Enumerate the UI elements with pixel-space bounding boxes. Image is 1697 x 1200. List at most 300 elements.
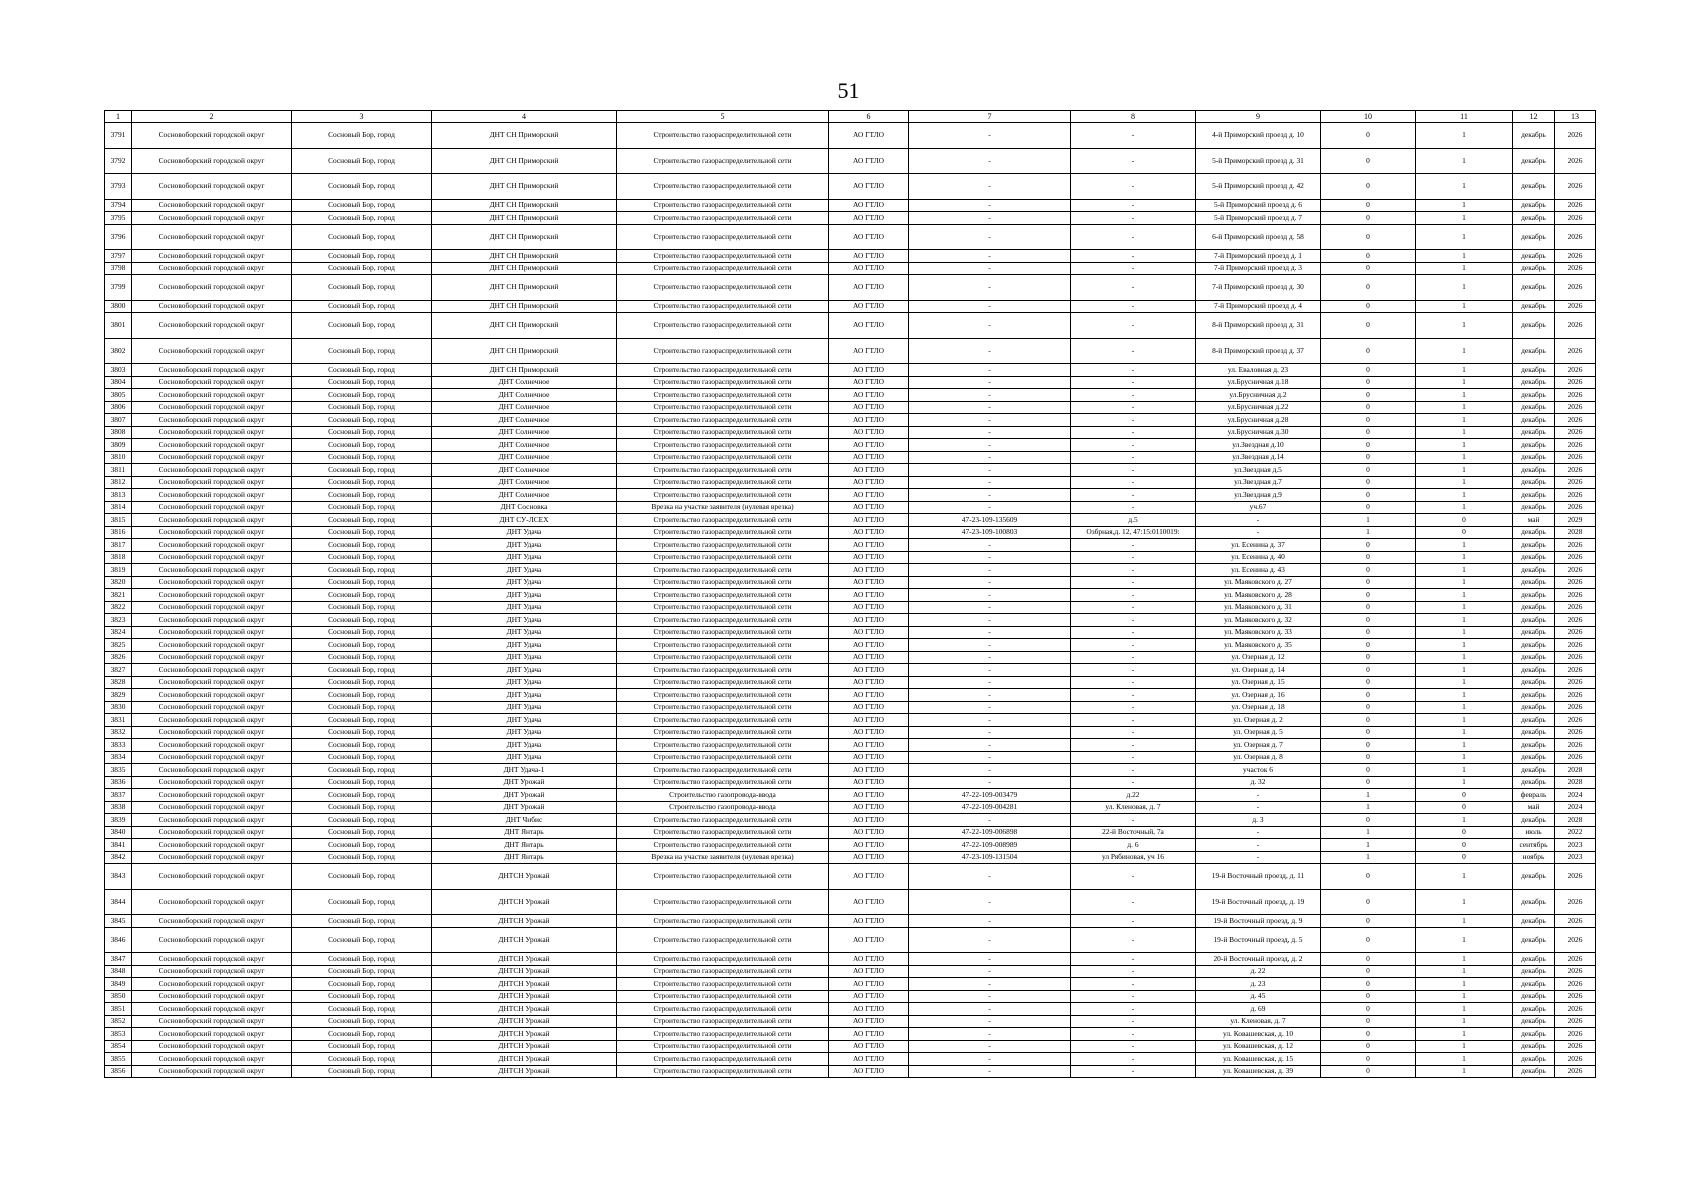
table-cell: - (1196, 514, 1321, 527)
table-cell: 2024 (1555, 801, 1596, 814)
table-cell: 2026 (1555, 389, 1596, 402)
table-cell: 2026 (1555, 915, 1596, 928)
table-cell: Сосновоборский городской округ (132, 639, 292, 652)
table-cell: ДНТСН Урожай (432, 1065, 617, 1078)
table-cell: 1 (1416, 990, 1513, 1003)
table-cell: 2026 (1555, 626, 1596, 639)
table-cell: Строительство газопровода-ввода (617, 789, 829, 802)
table-cell: 0 (1321, 148, 1416, 174)
table-cell: декабрь (1513, 414, 1555, 427)
table-cell: АО ГТЛО (829, 915, 909, 928)
table-cell: - (1071, 426, 1196, 439)
table-cell: декабрь (1513, 739, 1555, 752)
table-cell: 3822 (105, 601, 132, 614)
table-row (105, 1028, 1596, 1041)
table-cell: 2026 (1555, 1053, 1596, 1066)
table-cell: АО ГТЛО (829, 364, 909, 377)
table-cell: ДНТ Удача (432, 539, 617, 552)
table-cell: 2026 (1555, 990, 1596, 1003)
table-cell: Строительство газораспределительной сети (617, 814, 829, 827)
table-cell: 2026 (1555, 889, 1596, 915)
table-cell: 1 (1416, 199, 1513, 212)
table-cell: 5-й Приморский проезд д. 6 (1196, 199, 1321, 212)
table-cell: - (1071, 915, 1196, 928)
table-cell: ул. Маяковского д. 32 (1196, 614, 1321, 627)
table-cell: 1 (1416, 626, 1513, 639)
table-cell: 0 (1321, 464, 1416, 477)
table-cell: 2026 (1555, 464, 1596, 477)
table-cell: АО ГТЛО (829, 776, 909, 789)
table-cell: 1 (1416, 965, 1513, 978)
table-cell: ДНТ Солнечное (432, 439, 617, 452)
table-cell: 1 (1416, 262, 1513, 275)
table-cell: ул. Ковашевская, д. 12 (1196, 1040, 1321, 1053)
table-cell: 0 (1321, 776, 1416, 789)
table-cell: 47-22-109-006898 (909, 826, 1071, 839)
table-cell: ул. Маяковского д. 31 (1196, 601, 1321, 614)
table-cell: Сосновоборский городской округ (132, 439, 292, 452)
table-cell: 0 (1321, 250, 1416, 263)
table-cell: 3846 (105, 927, 132, 953)
table-row (105, 651, 1596, 664)
table-cell: Сосновоборский городской округ (132, 262, 292, 275)
table-cell: 2026 (1555, 148, 1596, 174)
table-cell: Строительство газораспределительной сети (617, 439, 829, 452)
table-cell: АО ГТЛО (829, 990, 909, 1003)
table-cell: май (1513, 801, 1555, 814)
table-cell: - (909, 889, 1071, 915)
table-cell: ул. Озерная д. 12 (1196, 651, 1321, 664)
table-cell: Сосновый Бор, город (292, 250, 432, 263)
table-cell: 1 (1416, 714, 1513, 727)
table-row (105, 224, 1596, 250)
table-cell: 1 (1416, 123, 1513, 149)
table-cell: АО ГТЛО (829, 764, 909, 777)
table-row (105, 262, 1596, 275)
table-cell: Сосновоборский городской округ (132, 514, 292, 527)
table-cell: 0 (1321, 401, 1416, 414)
table-cell: 22-й Восточный, 7а (1071, 826, 1196, 839)
table-cell: - (909, 250, 1071, 263)
table-cell: - (909, 965, 1071, 978)
table-cell: 1 (1416, 551, 1513, 564)
table-cell: - (909, 275, 1071, 301)
table-cell: 0 (1321, 476, 1416, 489)
table-cell: 0 (1321, 451, 1416, 464)
table-cell: - (909, 174, 1071, 200)
table-cell: Сосновоборский городской округ (132, 414, 292, 427)
table-cell: 3842 (105, 851, 132, 864)
table-cell: Строительство газораспределительной сети (617, 965, 829, 978)
table-cell: - (909, 864, 1071, 890)
table-cell: 2026 (1555, 401, 1596, 414)
table-cell: 0 (1321, 965, 1416, 978)
table-cell: АО ГТЛО (829, 514, 909, 527)
table-cell: Сосновоборский городской округ (132, 1003, 292, 1016)
table-cell: июль (1513, 826, 1555, 839)
table-cell: - (1071, 313, 1196, 339)
table-cell: д. 32 (1196, 776, 1321, 789)
table-cell: ДНТ Удача (432, 701, 617, 714)
table-cell: 0 (1321, 689, 1416, 702)
table-cell: ДНТ Солнечное (432, 426, 617, 439)
table-cell: 2026 (1555, 551, 1596, 564)
table-cell: 1 (1416, 889, 1513, 915)
table-cell: ДНТ СН Приморский (432, 300, 617, 313)
table-cell: ДНТ Удача (432, 689, 617, 702)
table-cell: декабрь (1513, 338, 1555, 364)
table-cell: 3813 (105, 489, 132, 502)
table-cell: Сосновый Бор, город (292, 148, 432, 174)
table-row (105, 300, 1596, 313)
table-cell: Сосновоборский городской округ (132, 464, 292, 477)
table-cell: 0 (1416, 826, 1513, 839)
table-cell: 1 (1416, 539, 1513, 552)
table-cell: Сосновый Бор, город (292, 614, 432, 627)
table-cell: 2026 (1555, 601, 1596, 614)
table-cell: АО ГТЛО (829, 601, 909, 614)
table-cell: 1 (1416, 564, 1513, 577)
table-cell: Сосновый Бор, город (292, 576, 432, 589)
table-cell: 0 (1321, 739, 1416, 752)
table-cell: Сосновоборский городской округ (132, 1015, 292, 1028)
table-cell: ДНТ Удача (432, 576, 617, 589)
table-row (105, 1065, 1596, 1078)
table-cell: ДНТ Удача (432, 639, 617, 652)
table-row (105, 614, 1596, 627)
table-cell: декабрь (1513, 389, 1555, 402)
table-row (105, 364, 1596, 377)
table-cell: декабрь (1513, 1040, 1555, 1053)
table-cell: АО ГТЛО (829, 1065, 909, 1078)
table-cell: Сосновый Бор, город (292, 801, 432, 814)
table-cell: ул.Звездная д.7 (1196, 476, 1321, 489)
table-row (105, 978, 1596, 991)
table-cell: 0 (1416, 789, 1513, 802)
table-cell: декабрь (1513, 376, 1555, 389)
table-cell: Сосновый Бор, город (292, 489, 432, 502)
table-cell: Сосновый Бор, город (292, 1040, 432, 1053)
table-cell: АО ГТЛО (829, 614, 909, 627)
table-cell: - (1071, 953, 1196, 966)
table-cell: - (1196, 826, 1321, 839)
table-cell: 3838 (105, 801, 132, 814)
table-cell: уч.67 (1196, 501, 1321, 514)
table-cell: Сосновоборский городской округ (132, 476, 292, 489)
table-cell: Строительство газораспределительной сети (617, 927, 829, 953)
table-cell: Сосновый Бор, город (292, 965, 432, 978)
table-cell: декабрь (1513, 1015, 1555, 1028)
table-cell: декабрь (1513, 1053, 1555, 1066)
table-cell: декабрь (1513, 212, 1555, 225)
table-row (105, 551, 1596, 564)
table-cell: ДНТ Удача (432, 676, 617, 689)
column-number-cell: 8 (1071, 111, 1196, 123)
table-cell: Сосновый Бор, город (292, 889, 432, 915)
table-cell: АО ГТЛО (829, 814, 909, 827)
table-cell: ул. Есенина д. 37 (1196, 539, 1321, 552)
table-cell: 0 (1321, 764, 1416, 777)
table-cell: декабрь (1513, 689, 1555, 702)
table-cell: 1 (1321, 514, 1416, 527)
table-cell: Сосновоборский городской округ (132, 123, 292, 149)
table-cell: 1 (1416, 776, 1513, 789)
table-cell: 2028 (1555, 776, 1596, 789)
table-cell: Сосновый Бор, город (292, 851, 432, 864)
table-row (105, 726, 1596, 739)
table-cell: 2022 (1555, 826, 1596, 839)
table-cell: 1 (1321, 839, 1416, 852)
table-cell: - (909, 764, 1071, 777)
table-cell: 0 (1321, 1028, 1416, 1041)
table-cell: АО ГТЛО (829, 376, 909, 389)
table-cell: - (1071, 212, 1196, 225)
table-cell: 1 (1416, 764, 1513, 777)
table-cell: 0 (1416, 839, 1513, 852)
table-cell: Сосновый Бор, город (292, 526, 432, 539)
table-cell: - (909, 1040, 1071, 1053)
table-cell: - (909, 751, 1071, 764)
table-cell: ДНТ Янтарь (432, 851, 617, 864)
table-cell: 3828 (105, 676, 132, 689)
table-cell: декабрь (1513, 639, 1555, 652)
table-cell: декабрь (1513, 601, 1555, 614)
table-cell: АО ГТЛО (829, 300, 909, 313)
table-cell: Сосновый Бор, город (292, 300, 432, 313)
table-cell: - (909, 664, 1071, 677)
table-cell: - (1071, 776, 1196, 789)
table-cell: 0 (1416, 851, 1513, 864)
table-cell: - (909, 1065, 1071, 1078)
table-cell: 3852 (105, 1015, 132, 1028)
table-cell: 3826 (105, 651, 132, 664)
table-cell: 2026 (1555, 927, 1596, 953)
table-row (105, 451, 1596, 464)
table-cell: 2026 (1555, 250, 1596, 263)
table-cell: Сосновый Бор, город (292, 789, 432, 802)
table-cell: 0 (1321, 576, 1416, 589)
table-row (105, 1053, 1596, 1066)
table-cell: Сосновый Бор, город (292, 1003, 432, 1016)
table-cell: ул. Озерная д. 7 (1196, 739, 1321, 752)
table-cell: 1 (1416, 953, 1513, 966)
table-cell: ул. Кленовая, д. 7 (1071, 801, 1196, 814)
table-cell: ул. Еваловная д. 23 (1196, 364, 1321, 377)
table-cell: 47-23-109-131504 (909, 851, 1071, 864)
table-cell: ДНТ Солнечное (432, 389, 617, 402)
table-cell: 1 (1416, 313, 1513, 339)
table-cell: Строительство газораспределительной сети (617, 614, 829, 627)
table-cell: Сосновоборский городской округ (132, 212, 292, 225)
table-cell: 47-22-109-003479 (909, 789, 1071, 802)
table-cell: - (1071, 199, 1196, 212)
table-cell: 3856 (105, 1065, 132, 1078)
table-cell: Строительство газораспределительной сети (617, 826, 829, 839)
table-row (105, 1015, 1596, 1028)
table-cell: ул. Озерная д. 14 (1196, 664, 1321, 677)
table-cell: АО ГТЛО (829, 275, 909, 301)
table-cell: 0 (1321, 313, 1416, 339)
table-cell: АО ГТЛО (829, 701, 909, 714)
table-cell: Сосновоборский городской округ (132, 789, 292, 802)
table-cell: Сосновоборский городской округ (132, 376, 292, 389)
table-cell: - (909, 364, 1071, 377)
table-cell: 2026 (1555, 751, 1596, 764)
table-cell: 0 (1321, 814, 1416, 827)
table-cell: Строительство газораспределительной сети (617, 990, 829, 1003)
table-cell: декабрь (1513, 148, 1555, 174)
table-cell: 1 (1416, 364, 1513, 377)
table-row (105, 464, 1596, 477)
table-row (105, 953, 1596, 966)
table-cell: 2026 (1555, 676, 1596, 689)
table-cell: АО ГТЛО (829, 123, 909, 149)
table-cell: Строительство газораспределительной сети (617, 639, 829, 652)
table-cell: 1 (1416, 651, 1513, 664)
table-cell: АО ГТЛО (829, 864, 909, 890)
table-cell: 2026 (1555, 414, 1596, 427)
table-cell: 3829 (105, 689, 132, 702)
table-cell: - (909, 501, 1071, 514)
table-cell: АО ГТЛО (829, 313, 909, 339)
table-cell: - (1071, 501, 1196, 514)
column-number-cell: 4 (432, 111, 617, 123)
table-cell: Сосновоборский городской округ (132, 451, 292, 464)
table-cell: Строительство газораспределительной сети (617, 364, 829, 377)
table-cell: ДНТСН Урожай (432, 990, 617, 1003)
table-cell: ул. Ковашевская, д. 39 (1196, 1065, 1321, 1078)
table-cell: 0 (1321, 389, 1416, 402)
table-cell: АО ГТЛО (829, 1015, 909, 1028)
table-cell: Сосновоборский городской округ (132, 701, 292, 714)
table-cell: Строительство газораспределительной сети (617, 564, 829, 577)
table-cell: 8-й Приморский проезд д. 31 (1196, 313, 1321, 339)
table-cell: Строительство газораспределительной сети (617, 539, 829, 552)
table-cell: 2026 (1555, 614, 1596, 627)
table-cell: 1 (1321, 526, 1416, 539)
table-cell: АО ГТЛО (829, 539, 909, 552)
table-cell: Сосновоборский городской округ (132, 664, 292, 677)
table-cell: декабрь (1513, 614, 1555, 627)
table-cell: Строительство газораспределительной сети (617, 414, 829, 427)
table-row (105, 639, 1596, 652)
table-row (105, 889, 1596, 915)
table-cell: Строительство газораспределительной сети (617, 664, 829, 677)
table-cell: - (909, 676, 1071, 689)
table-cell: - (1071, 224, 1196, 250)
table-cell: Сосновоборский городской округ (132, 401, 292, 414)
table-cell: 1 (1416, 476, 1513, 489)
table-cell: декабрь (1513, 439, 1555, 452)
table-cell: ул. Маяковского д. 27 (1196, 576, 1321, 589)
table-cell: Сосновый Бор, город (292, 701, 432, 714)
table-cell: 3797 (105, 250, 132, 263)
table-cell: декабрь (1513, 714, 1555, 727)
table-cell: 4-й Приморский проезд д. 10 (1196, 123, 1321, 149)
column-number-cell: 9 (1196, 111, 1321, 123)
table-cell: Сосновоборский городской округ (132, 714, 292, 727)
table-cell: 0 (1416, 801, 1513, 814)
table-cell: Строительство газораспределительной сети (617, 464, 829, 477)
table-cell: 1 (1416, 414, 1513, 427)
table-cell: 3807 (105, 414, 132, 427)
table-row (105, 676, 1596, 689)
table-cell: 0 (1321, 614, 1416, 627)
table-cell: декабрь (1513, 864, 1555, 890)
table-cell: 3841 (105, 839, 132, 852)
table-cell: Строительство газораспределительной сети (617, 250, 829, 263)
table-cell: 3819 (105, 564, 132, 577)
table-cell: 1 (1416, 212, 1513, 225)
table-cell: 3808 (105, 426, 132, 439)
table-cell: 0 (1321, 439, 1416, 452)
table-cell: д.22 (1071, 789, 1196, 802)
table-cell: ноябрь (1513, 851, 1555, 864)
table-cell: 7-й Приморский проезд д. 30 (1196, 275, 1321, 301)
table-cell: Сосновоборский городской округ (132, 814, 292, 827)
table-cell: Сосновый Бор, город (292, 1065, 432, 1078)
table-row (105, 814, 1596, 827)
table-cell: Сосновый Бор, город (292, 626, 432, 639)
table-cell: - (1071, 1065, 1196, 1078)
table-cell: декабрь (1513, 551, 1555, 564)
table-cell: 1 (1416, 614, 1513, 627)
table-cell: АО ГТЛО (829, 489, 909, 502)
table-row (105, 338, 1596, 364)
table-row (105, 275, 1596, 301)
table-cell: - (909, 739, 1071, 752)
table-cell: 1 (1416, 300, 1513, 313)
table-cell: 2026 (1555, 439, 1596, 452)
table-cell: АО ГТЛО (829, 199, 909, 212)
table-cell: - (909, 714, 1071, 727)
table-cell: ул. Озерная д. 5 (1196, 726, 1321, 739)
table-cell: декабрь (1513, 701, 1555, 714)
table-cell: декабрь (1513, 965, 1555, 978)
table-cell: - (909, 389, 1071, 402)
table-cell: ДНТ Солнечное (432, 464, 617, 477)
table-cell: 19-й Восточный проезд, д. 11 (1196, 864, 1321, 890)
table-cell: 1 (1321, 826, 1416, 839)
table-cell: Сосновый Бор, город (292, 826, 432, 839)
table-cell: 3795 (105, 212, 132, 225)
table-cell: 1 (1416, 250, 1513, 263)
table-cell: Сосновый Бор, город (292, 714, 432, 727)
table-cell: - (1071, 464, 1196, 477)
table-cell: - (1071, 148, 1196, 174)
table-cell: декабрь (1513, 489, 1555, 502)
table-cell: - (1071, 764, 1196, 777)
table-cell: - (909, 927, 1071, 953)
table-cell: Сосновоборский городской округ (132, 965, 292, 978)
table-cell: Сосновый Бор, город (292, 275, 432, 301)
table-cell: Сосновоборский городской округ (132, 313, 292, 339)
table-cell: д. 6 (1071, 839, 1196, 852)
table-cell: АО ГТЛО (829, 889, 909, 915)
column-number-cell: 2 (132, 111, 292, 123)
table-cell: 1 (1416, 726, 1513, 739)
table-cell: ДНТСН Урожай (432, 1028, 617, 1041)
table-cell: - (1196, 851, 1321, 864)
table-cell: Сосновый Бор, город (292, 839, 432, 852)
table-row (105, 839, 1596, 852)
table-cell: 3801 (105, 313, 132, 339)
table-row (105, 564, 1596, 577)
table-cell: Сосновый Бор, город (292, 313, 432, 339)
table-cell: Сосновый Бор, город (292, 664, 432, 677)
table-cell: Строительство газораспределительной сети (617, 1028, 829, 1041)
table-cell: АО ГТЛО (829, 801, 909, 814)
